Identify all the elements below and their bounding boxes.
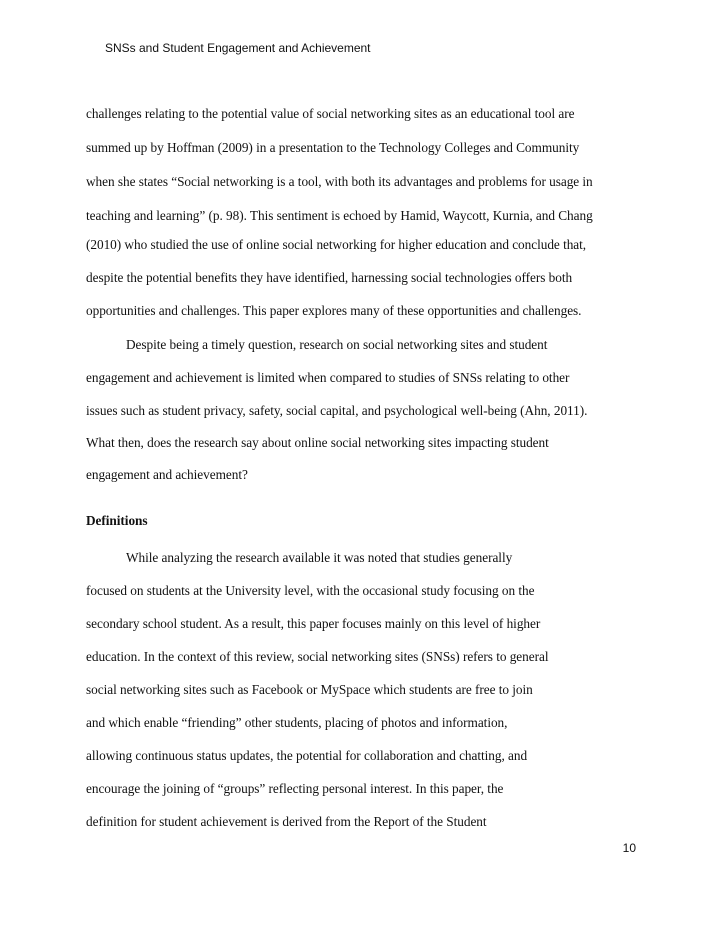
running-header: SNSs and Student Engagement and Achievement [105, 41, 371, 55]
body-line: social networking sites such as Facebook or MySpace which students are free to join [86, 682, 533, 697]
body-line: despite the potential benefits they have identified, harnessing social technologies offers both [86, 270, 573, 285]
body-line: and which enable “friending” other students, placing of photos and information, [86, 715, 508, 730]
body-line: engagement and achievement is limited when compared to studies of SNSs relating to other [86, 370, 570, 385]
body-line: teaching and learning” (p. 98). This sentiment is echoed by Hamid, Waycott, Kurnia, and Chang [86, 208, 593, 223]
body-line: when she states “Social networking is a tool, with both its advantages and problems for usage in [86, 174, 593, 189]
body-line: engagement and achievement? [86, 467, 248, 482]
section-heading: Definitions [86, 513, 148, 528]
body-line: definition for student achievement is derived from the Report of the Student [86, 814, 487, 829]
page-number: 10 [622, 841, 636, 855]
body-line: summed up by Hoffman (2009) in a presentation to the Technology Colleges and Community [86, 140, 580, 155]
paragraph-first-line: Despite being a timely question, research on social networking sites and student [126, 337, 548, 352]
body-line: allowing continuous status updates, the potential for collaboration and chatting, and [86, 748, 528, 763]
body-line: focused on students at the University level, with the occasional study focusing on the [86, 583, 535, 598]
body-line: (2010) who studied the use of online social networking for higher education and conclude that, [86, 237, 587, 252]
body-line: issues such as student privacy, safety, social capital, and psychological well-being (Ahn, 2011). [86, 403, 588, 418]
body-line: encourage the joining of “groups” reflecting personal interest. In this paper, the [86, 781, 504, 796]
body-line: secondary school student. As a result, this paper focuses mainly on this level of higher [86, 616, 541, 631]
body-line: What then, does the research say about online social networking sites impacting student [86, 435, 549, 450]
body-line: education. In the context of this review, social networking sites (SNSs) refers to general [86, 649, 549, 664]
body-line: challenges relating to the potential value of social networking sites as an educational tool are [86, 106, 575, 121]
body-line: opportunities and challenges. This paper explores many of these opportunities and challenges. [86, 303, 582, 318]
paragraph-first-line: While analyzing the research available it was noted that studies generally [126, 550, 513, 565]
